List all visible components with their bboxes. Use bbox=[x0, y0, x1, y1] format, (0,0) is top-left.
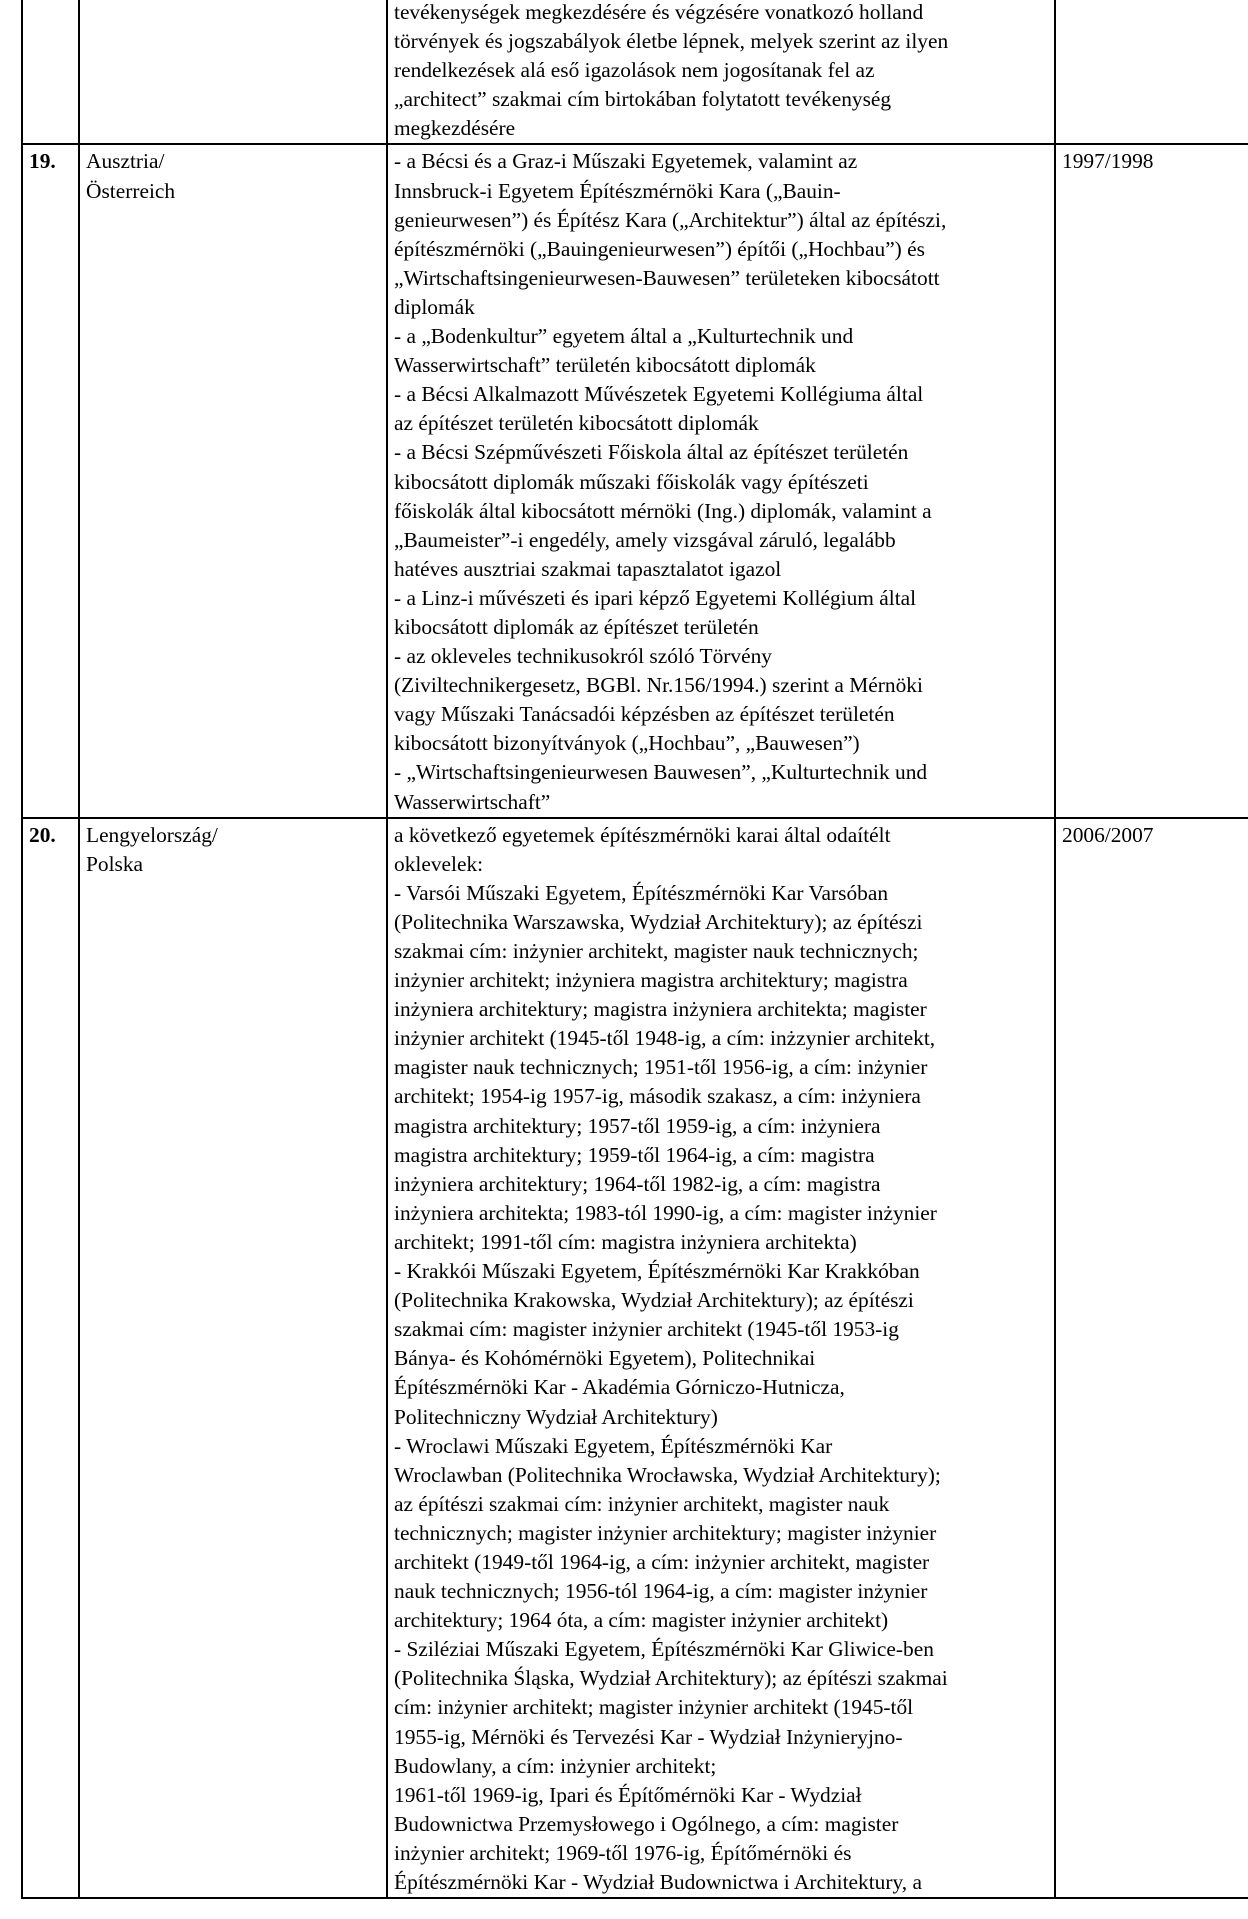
text-line: inżyniera architektury; magistra inżyniera architekta; magister bbox=[394, 997, 927, 1022]
text-line: nauk technicznych; 1956-tól 1964-ig, a cím: magister inżynier bbox=[394, 1579, 928, 1604]
text-line: inżynier architekt; 1969-től 1976-ig, Építőmérnöki és bbox=[394, 1840, 852, 1865]
text-line: - a Bécsi és a Graz-i Műszaki Egyetemek, valamint az bbox=[394, 149, 858, 174]
text-line: kibocsátott diplomák műszaki főiskolák vagy építészeti bbox=[394, 469, 869, 494]
description-cell bbox=[387, 144, 1055, 817]
text-line: Österreich bbox=[86, 178, 176, 203]
text-line: inżynier architekt (1945-től 1948-ig, a cím: inżzynier architekt, bbox=[394, 1026, 936, 1051]
text-line: Budowlany, a cím: inżynier architekt; bbox=[394, 1753, 717, 1778]
row-number: 20. bbox=[22, 818, 79, 1898]
text-line: genieurwesen”) és Építész Kara („Architektur”) által az építészi, bbox=[394, 207, 947, 232]
text-line: (Ziviltechnikergesetz, BGBl. Nr.156/1994.) szerint a Mérnöki bbox=[394, 673, 923, 698]
text-line: - az okleveles technikusokról szóló Törvény bbox=[394, 644, 772, 669]
table-row-20 bbox=[22, 818, 1248, 1898]
text-line: az építészi szakmai cím: inżynier architekt, magister nauk bbox=[394, 1491, 890, 1516]
year-cell: 2006/2007 bbox=[1055, 818, 1248, 1898]
text-line: Polska bbox=[86, 851, 144, 876]
text-line: - Varsói Műszaki Egyetem, Építészmérnöki Kar Varsóban bbox=[394, 880, 889, 905]
text-line: - a Bécsi Alkalmazott Művészetek Egyetemi Kollégiuma által bbox=[394, 382, 924, 407]
text-line: architekt; 1991-től cím: magistra inżyniera architekta) bbox=[394, 1229, 857, 1254]
text-line: Bánya- és Kohómérnöki Egyetem), Politechnikai bbox=[394, 1346, 816, 1371]
table-body bbox=[22, 0, 1248, 1898]
text-line: „Baumeister”-i engedély, amely vizsgával záruló, legalább bbox=[394, 527, 896, 552]
text-line: architekt (1949-től 1964-ig, a cím: inżynier architekt, magister bbox=[394, 1549, 930, 1574]
text-line: Wasserwirtschaft” bbox=[394, 789, 551, 814]
text-line: magister nauk technicznych; 1951-től 1956-ig, a cím: inżynier bbox=[394, 1055, 928, 1080]
country-cell bbox=[79, 0, 387, 144]
text-line: Ausztria/ bbox=[86, 149, 165, 174]
country-cell bbox=[79, 818, 387, 1898]
text-line: - a Linz-i művészeti és ipari képző Egyetemi Kollégium által bbox=[394, 585, 917, 610]
text-line: Építészmérnöki Kar - Wydział Budownictwa i Architektury, a bbox=[394, 1870, 922, 1894]
text-line: megkezdésére bbox=[394, 116, 516, 141]
text-line: - Sziléziai Műszaki Egyetem, Építészmérnöki Kar Gliwice-ben bbox=[394, 1637, 934, 1662]
text-line: - Krakkói Műszaki Egyetem, Építészmérnöki Kar Krakkóban bbox=[394, 1259, 920, 1284]
description-cell bbox=[387, 0, 1055, 144]
year-cell: 1997/1998 bbox=[1055, 144, 1248, 817]
text-line: rendelkezések alá eső igazolások nem jogosítanak fel az bbox=[394, 58, 875, 83]
text-line: kibocsátott bizonyítványok („Hochbau”, „Bauwesen”) bbox=[394, 731, 860, 756]
text-line: technicznych; magister inżynier architektury; magister inżynier bbox=[394, 1520, 937, 1545]
text-line: építészmérnöki („Bauingenieurwesen”) építői („Hochbau”) és bbox=[394, 236, 925, 261]
text-line: Politechniczny Wydział Architektury) bbox=[394, 1404, 718, 1429]
text-line: - Wroclawi Műszaki Egyetem, Építészmérnöki Kar bbox=[394, 1433, 833, 1458]
text-line: Építészmérnöki Kar - Akadémia Górniczo-Hutnicza, bbox=[394, 1375, 845, 1400]
text-line: szakmai cím: inżynier architekt, magister nauk technicznych; bbox=[394, 939, 919, 963]
text-line: Wroclawban (Politechnika Wrocławska, Wydział Architektury); bbox=[394, 1462, 941, 1487]
text-line: Lengyelország/ bbox=[86, 822, 218, 847]
text-line: (Politechnika Krakowska, Wydział Architektury); az építészi bbox=[394, 1288, 914, 1313]
text-line: magistra architektury; 1957-től 1959-ig, a cím: inżyniera bbox=[394, 1113, 881, 1138]
text-line: az építészet területén kibocsátott diplomák bbox=[394, 411, 759, 436]
text-line: (Politechnika Warszawska, Wydział Architektury); az építészi bbox=[394, 909, 923, 934]
row-number bbox=[22, 0, 79, 144]
text-line: - „Wirtschaftsingenieurwesen Bauwesen”, „Kulturtechnik und bbox=[394, 760, 928, 785]
text-line: kibocsátott diplomák az építészet területén bbox=[394, 614, 759, 639]
text-line: a következő egyetemek építészmérnöki karai által odaítélt bbox=[394, 822, 891, 847]
text-line: - a „Bodenkultur” egyetem által a „Kulturtechnik und bbox=[394, 324, 854, 349]
text-line: diplomák bbox=[394, 294, 475, 319]
text-line: magistra architektury; 1959-től 1964-ig, a cím: magistra bbox=[394, 1142, 875, 1167]
text-line: 1955-ig, Mérnöki és Tervezési Kar - Wydział Inżynieryjno- bbox=[394, 1724, 903, 1749]
text-line: Innsbruck-i Egyetem Építészmérnöki Kara („Bauin- bbox=[394, 178, 841, 203]
text-line: (Politechnika Śląska, Wydział Architektury); az építészi szakmai bbox=[394, 1666, 948, 1691]
text-line: „architect” szakmai cím birtokában folytatott tevékenység bbox=[394, 87, 892, 112]
text-line: vagy Műszaki Tanácsadói képzésben az építészet területén bbox=[394, 702, 895, 727]
text-line: „Wirtschaftsingenieurwesen-Bauwesen” területeken kibocsátott bbox=[394, 265, 940, 290]
country-cell bbox=[79, 144, 387, 817]
text-line: Budownictwa Przemysłowego i Ogólnego, a cím: magister bbox=[394, 1811, 899, 1836]
text-line: 1961-től 1969-ig, Ipari és Építőmérnöki Kar - Wydział bbox=[394, 1782, 862, 1807]
text-line: inżyniera architektury; 1964-től 1982-ig, a cím: magistra bbox=[394, 1171, 881, 1196]
text-line: oklevelek: bbox=[394, 851, 484, 876]
qualifications-table bbox=[21, 0, 1248, 1899]
description-cell bbox=[387, 818, 1055, 1898]
row-number: 19. bbox=[22, 144, 79, 817]
year-cell bbox=[1055, 0, 1248, 144]
text-line: hatéves ausztriai szakmai tapasztalatot igazol bbox=[394, 556, 782, 581]
text-line: Wasserwirtschaft” területén kibocsátott diplomák bbox=[394, 353, 816, 378]
table-row-continuation bbox=[22, 0, 1248, 144]
text-line: architekt; 1954-ig 1957-ig, második szakasz, a cím: inżyniera bbox=[394, 1084, 921, 1109]
text-line: architektury; 1964 óta, a cím: magister inżynier architekt) bbox=[394, 1608, 889, 1633]
text-line: inżynier architekt; inżyniera magistra architektury; magistra bbox=[394, 968, 908, 993]
text-line: cím: inżynier architekt; magister inżynier architekt (1945-től bbox=[394, 1695, 914, 1720]
text-line: törvények és jogszabályok életbe lépnek, melyek szerint az ilyen bbox=[394, 29, 949, 54]
text-line: inżyniera architekta; 1983-tól 1990-ig, a cím: magister inżynier bbox=[394, 1200, 937, 1225]
text-line: főiskolák által kibocsátott mérnöki (Ing.) diplomák, valamint a bbox=[394, 498, 932, 523]
text-line: tevékenységek megkezdésére és végzésére vonatkozó holland bbox=[394, 0, 924, 24]
text-line: szakmai cím: magister inżynier architekt (1945-től 1953-ig bbox=[394, 1317, 899, 1342]
text-line: - a Bécsi Szépművészeti Főiskola által az építészet területén bbox=[394, 440, 909, 465]
table-row-19 bbox=[22, 144, 1248, 817]
